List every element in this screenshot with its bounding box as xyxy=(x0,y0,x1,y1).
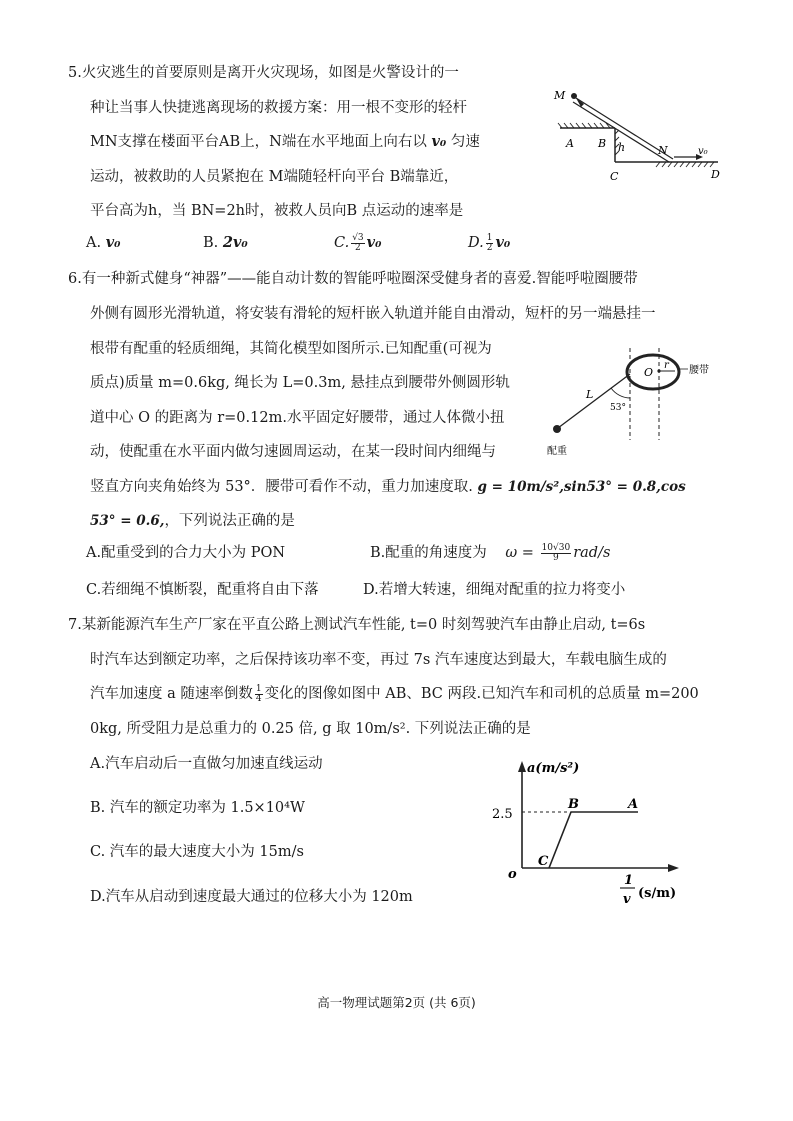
q5-line-5: 平台高为h，当 BN=2h时，被救人员向B 点运动的速率是 xyxy=(90,203,464,219)
q5-figure xyxy=(548,84,728,190)
q5-option-d-num: 1 xyxy=(486,232,493,243)
q7-x-den: v xyxy=(623,892,631,907)
q5-label-v0: v₀ xyxy=(698,146,708,157)
q5-option-c-num: √3 xyxy=(352,232,364,243)
q5-option-c-label: C. xyxy=(334,235,350,251)
q5-option-a-value: v₀ xyxy=(105,234,121,251)
q7-option-a: A.汽车启动后一直做匀加速直线运动 xyxy=(90,756,323,772)
q5-label-a: A xyxy=(566,137,574,150)
q5-line-3 xyxy=(90,131,480,153)
q6-line-2: 外侧有圆形光滑轨道，将安装有滑轮的短杆嵌入轨道并能自由滑动，短杆的另一端悬挂一 xyxy=(90,306,656,322)
q6-formula-cos: 53° = 0.6, xyxy=(90,513,165,529)
q6-option-d: D.若增大转速，细绳对配重的拉力将变小 xyxy=(363,582,626,598)
q6-line-7 xyxy=(90,476,686,498)
q7-option-d: D.汽车从启动到速度最大通过的位移大小为 120m xyxy=(90,889,413,905)
q6-line-8 xyxy=(90,510,295,532)
q6-line-5: 道中心 O 的距离为 r=0.12m.水平固定好腰带，通过人体微小扭 xyxy=(90,410,505,426)
q7-y-arrow-icon xyxy=(518,761,526,772)
q5-label-n: N xyxy=(658,144,668,157)
q6-line-8-text: ，下列说法正确的是 xyxy=(164,513,295,529)
q7-fraction-den: 4 xyxy=(255,693,262,704)
q5-option-c-fraction xyxy=(351,234,364,253)
q5-option-a xyxy=(86,232,120,254)
q5-option-b xyxy=(203,232,248,254)
q6-formula-g: g = 10m/s²,sin53° = 0.8,cos xyxy=(477,479,686,495)
q6-option-a: A.配重受到的合力大小为 PON xyxy=(86,545,286,561)
q7-line-2: 时汽车达到额定功率，之后保持该功率不变，再过 7s 汽车速度达到最大，车载电脑生成的 xyxy=(90,652,667,668)
q6-label-angle: 53° xyxy=(610,403,626,413)
q6-omega: ω = xyxy=(505,545,534,561)
q7-label-c: C xyxy=(538,854,549,869)
q6-omega-num: 10√30 xyxy=(541,542,571,553)
q5-label-c: C xyxy=(610,170,619,183)
q7-option-c: C. 汽车的最大速度大小为 15m/s xyxy=(90,844,304,860)
q6-option-b-label: B.配重的角速度为 xyxy=(370,545,487,561)
q6-center-dot xyxy=(657,369,660,372)
q6-option-c: C.若细绳不慎断裂，配重将自由下落 xyxy=(86,582,319,598)
q7-x-unit: (s/m) xyxy=(638,886,677,901)
q6-line-1: 6.有一种新式健身“神器”——能自动计数的智能呼啦圈深受健身者的喜爱.智能呼啦圈腰带 xyxy=(68,271,638,287)
q6-weight-dot xyxy=(553,425,561,433)
q5-option-c-den: 2 xyxy=(355,242,361,253)
q7-label-b: B xyxy=(568,797,579,812)
q6-label-weight: 配重 xyxy=(547,446,567,457)
q6-omega-unit: rad/s xyxy=(573,545,611,561)
q5-option-a-label: A. xyxy=(86,235,102,251)
q7-line-3-end: 变化的图像如图中 AB、BC 两段.已知汽车和司机的总质量 m=200 xyxy=(264,686,699,702)
q5-label-h: h xyxy=(618,141,626,154)
q6-label-belt: 腰带 xyxy=(689,365,709,376)
q5-option-d-den: 2 xyxy=(486,242,493,253)
q6-line-7-text: 竖直方向夹角始终为 53°．腰带可看作不动，重力加速度取. xyxy=(90,479,473,495)
q5-line-3-end: 匀速 xyxy=(450,134,480,150)
q6-angle-arc xyxy=(611,388,630,398)
q6-label-r: r xyxy=(664,360,669,371)
q5-option-d-fraction xyxy=(486,234,494,253)
page-footer: 高一物理试题第2页 (共 6页) xyxy=(317,995,476,1010)
q7-label-origin: o xyxy=(508,867,517,882)
q7-tick-2-5: 2.5 xyxy=(492,807,513,822)
q5-option-b-label: B. xyxy=(203,235,219,251)
q6-line-4: 质点)质量 m=0.6kg, 绳长为 L=0.3m, 悬挂点到腰带外侧圆形轨 xyxy=(90,375,510,391)
q5-option-c xyxy=(334,232,381,254)
q5-label-d: D xyxy=(711,168,720,181)
q6-line-6: 动，使配重在水平面内做匀速圆周运动，在某一段时间内细绳与 xyxy=(90,444,496,460)
q5-option-b-value: 2v₀ xyxy=(222,234,248,251)
q7-fraction xyxy=(255,685,263,704)
q5-label-m: M xyxy=(554,89,566,102)
q7-label-a: A xyxy=(628,797,639,812)
q7-x-arrow-icon xyxy=(668,864,679,872)
q7-y-label: a(m/s²) xyxy=(527,761,580,776)
q6-rope xyxy=(558,374,630,428)
q7-option-b: B. 汽车的额定功率为 1.5×10⁴W xyxy=(90,800,305,816)
q5-option-c-v0: v₀ xyxy=(366,234,382,251)
q5-option-d-label: D. xyxy=(468,235,484,251)
q7-line-4: 0kg, 所受阻力是总重力的 0.25 倍, g 取 10m/s². 下列说法正确的是 xyxy=(90,721,531,737)
q5-line-2: 种让当事人快捷逃离现场的救援方案：用一根不变形的轻杆 xyxy=(90,100,467,116)
q6-omega-den: 9 xyxy=(553,552,559,563)
q6-label-l: L xyxy=(586,388,594,401)
q7-line-3-text: 汽车加速度 a 随速率倒数 xyxy=(90,686,253,702)
q6-option-b xyxy=(370,542,610,564)
q6-figure xyxy=(540,338,736,463)
q7-line-3 xyxy=(90,683,699,705)
q7-line-1: 7.某新能源汽车生产厂家在平直公路上测试汽车性能, t=0 时刻驾驶汽车由静止启动, t=6s xyxy=(68,617,646,633)
q6-label-o: O xyxy=(644,366,654,379)
q5-option-d-v0: v₀ xyxy=(495,234,511,251)
q7-fraction-num: 1 xyxy=(255,683,262,694)
q5-line-3-text: MN支撑在楼面平台AB上，N端在水平地面上向右以 xyxy=(90,134,427,150)
q6-omega-fraction xyxy=(541,544,572,563)
q5-line-4: 运动，被救助的人员紧抱在 M端随轻杆向平台 B端靠近， xyxy=(90,169,459,185)
q7-figure xyxy=(486,752,696,912)
q5-label-b: B xyxy=(598,137,607,150)
q5-option-d xyxy=(468,232,510,254)
q7-segment-cb xyxy=(549,812,571,868)
q5-line-1: 5.火灾逃生的首要原则是离开火灾现场，如图是火警设计的一 xyxy=(68,65,459,81)
q5-v0: v₀ xyxy=(431,133,447,150)
q7-x-num: 1 xyxy=(624,873,634,888)
q6-line-3: 根带有配重的轻质细绳，其简化模型如图所示.已知配重(可视为 xyxy=(90,341,492,357)
